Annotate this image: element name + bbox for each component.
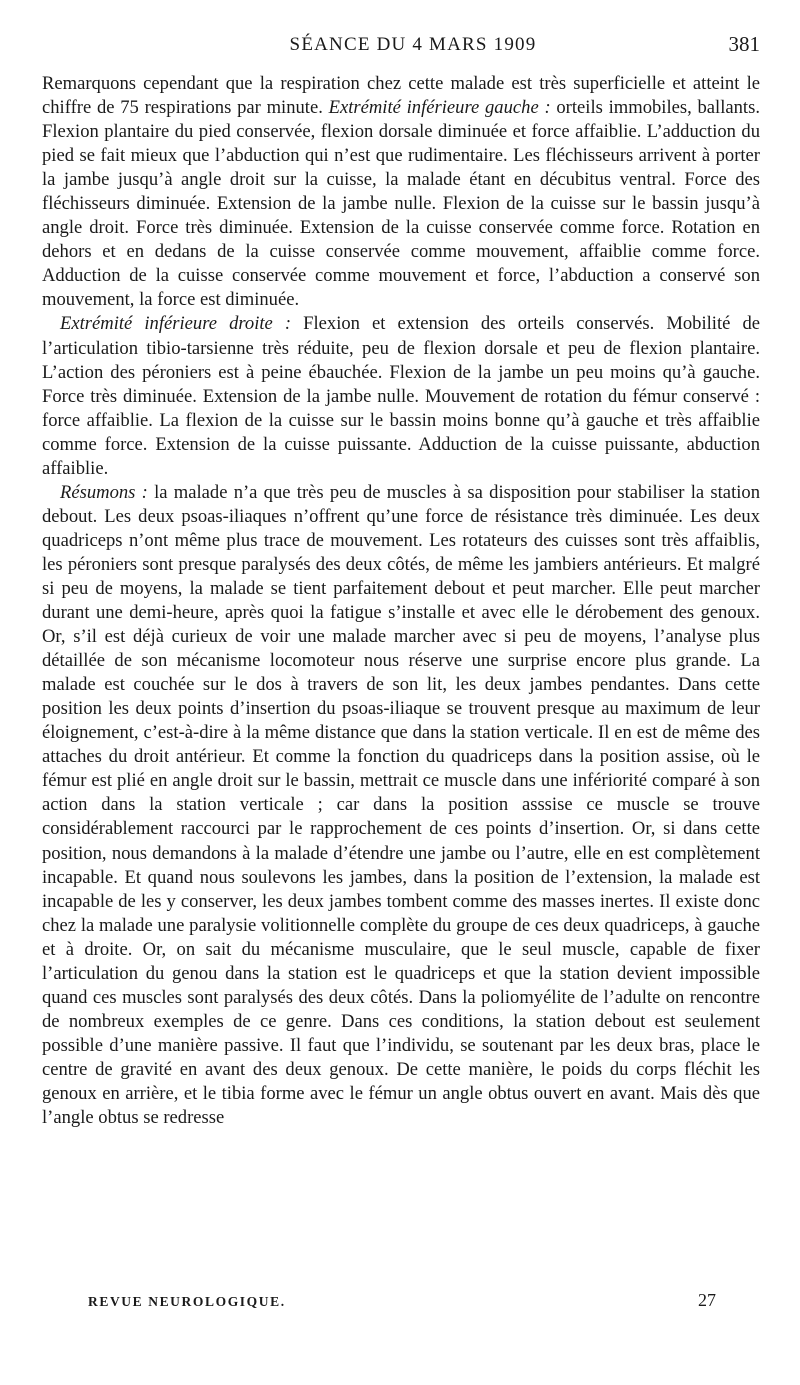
section-heading-summary: Résumons : (60, 481, 148, 503)
paragraph-resume (42, 481, 760, 1130)
paragraph-extremite-gauche (42, 72, 760, 312)
body-text (42, 72, 760, 1130)
running-head: SÉANCE DU 4 MARS 1909 (289, 34, 537, 55)
paragraph-text: Remarquons cependant que la respiration chez cette malade est très superficielle et atteint le chiffre de 75 respirations par minute. (42, 73, 760, 119)
paragraph-text: la malade n’a que très peu de muscles à sa disposition pour stabiliser la station debout. Les deux psoas-iliaques n’offrent qu’une force de résistance très diminuée. Les deux quadriceps n’ont même plus trace de mouvement. Les rotateurs des cuisses sont très affaiblis, les péroniers sont presque paralysés des deux côtés, de même les jambiers antérieurs. Et malgré si peu de moyens, la malade se tient parfaitement debout et peut marcher. Elle peut marcher durant une demi-heure, après quoi la fatigue s’installe et avec elle le dérobement des genoux. Or, s’il est déjà curieux de voir une malade marcher avec si peu de moyens, l’analyse plus détaillée de son mécanisme locomoteur nous réserve une surprise encore plus grande. La malade est couchée sur le dos à travers de son lit, les deux jambes pendantes. Dans cette position les deux points d’insertion du psoas-iliaque se trouvent presque au maximum de leur éloignement, c’est-à-dire à la même distance que dans la station verticale. Il en est de même des attaches du droit antérieur. Et comme la fonction du quadriceps dans la position assise, où le fémur est plié en angle droit sur le bassin, mettrait ce muscle dans une infériorité comparé à son action dans la station verticale ; car dans la position asssise ce muscle se trouve considérablement raccourci par le rapprochement de ces points d’insertion. Or, si dans cette position, nous demandons à la malade d’étendre une jambe ou l’autre, elle en est complètement incapable. Et quand nous soulevons les jambes, dans la position de l’extension, la malade est incapable de les y conserver, les deux jambes tombent comme des masses inertes. Il existe donc chez la malade une paralysie volitionnelle complète du groupe de ces deux quadriceps, à gauche et à droite. Or, on sait du mécanisme musculaire, que le seul muscle, capable de fixer l’articulation du genou dans la station est le quadriceps et que la station devient impossible quand ces muscles sont paralysés des deux côtés. Dans la poliomyélite de l’adulte on rencontre de nombreux exemples de ce genre. Dans ces conditions, la station debout est seulement possible d’une manière passive. Il faut que l’individu, se soutenant par les deux bras, place le centre de gravité en avant des deux genoux. De cette manière, le poids du corps fléchit les genoux en arrière, et le tibia forme avec le fémur un angle obtus ouvert en avant. Mais dès que l’angle obtus se redresse (42, 481, 760, 1129)
signature-mark: 27 (698, 1290, 716, 1310)
section-heading-right-limb: Extrémité inférieure droite : (60, 313, 292, 335)
section-heading-left-limb: Extrémité inférieure gauche : (328, 97, 551, 119)
journal-name: REVUE NEUROLOGIQUE. (88, 1294, 286, 1309)
page-footer (88, 1290, 716, 1314)
paragraph-text: Flexion et extension des orteils conservés. Mobilité de l’articulation tibio-tarsienne très réduite, peu de flexion dorsale et peu de flexion plantaire. L’action des péroniers est à peine ébauchée. Flexion de la jambe un peu moins qu’à gauche. Force très diminuée. Extension de la jambe nulle. Mouvement de rotation du fémur conservé : force affaiblie. La flexion de la cuisse sur le bassin moins bonne qu’à gauche et très affaiblie comme force. Extension de la cuisse puissante. Adduction de la cuisse puissante, abduction affaiblie. (42, 313, 760, 479)
page-header (66, 30, 760, 60)
paragraph-extremite-droite (42, 312, 760, 480)
page-number: 381 (728, 32, 760, 56)
paragraph-text: orteils immobiles, ballants. Flexion plantaire du pied conservée, flexion dorsale diminuée et force affaiblie. L’adduction du pied se fait mieux que l’abduction qui n’est que rudimentaire. Les fléchisseurs arrivent à porter la jambe jusqu’à angle droit sur la cuisse, la malade étant en décubitus ventral. Force des fléchisseurs diminuée. Extension de la jambe nulle. Flexion de la cuisse sur le bassin jusqu’à angle droit. Force très diminuée. Extension de la cuisse conservée comme force. Rotation en dehors et en dedans de la cuisse conservée comme mouvement, affaiblie comme force. Adduction de la cuisse conservée comme mouvement et force, l’abduction a conservé son mouvement, la force est diminuée. (42, 97, 760, 311)
